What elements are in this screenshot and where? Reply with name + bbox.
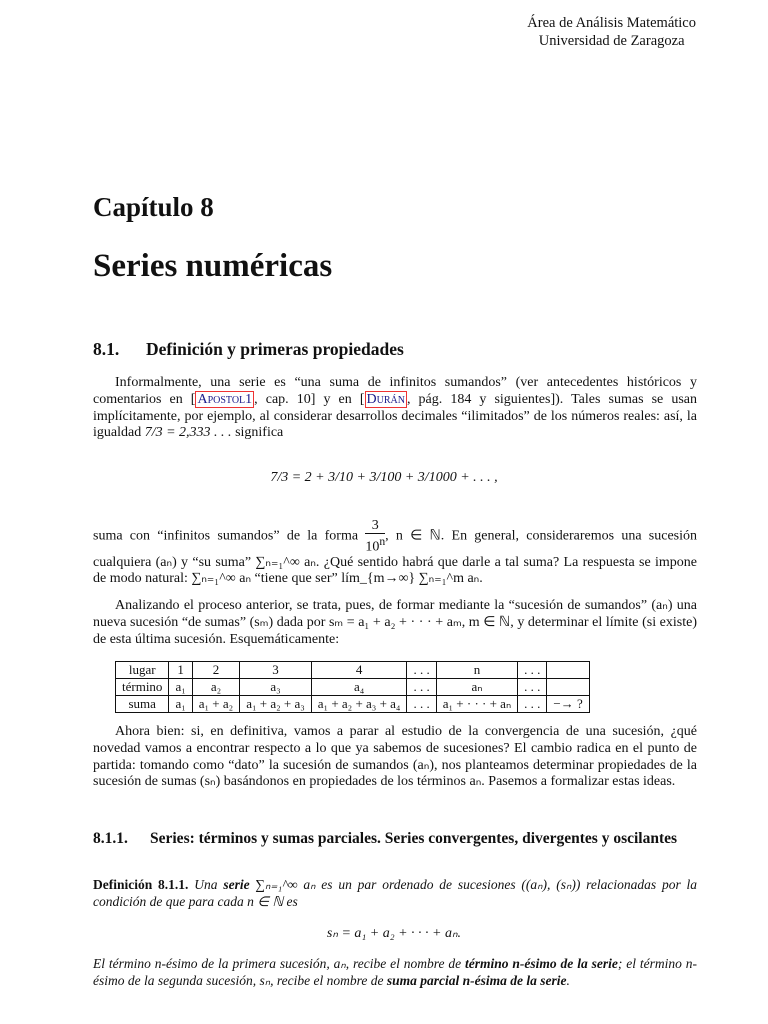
table-cell: a₁ + · · · + aₙ (436, 696, 517, 713)
definition-text-a: Una (194, 877, 224, 892)
table-cell: suma (116, 696, 169, 713)
display-equation: 7/3 = 2 + 3/10 + 3/100 + 3/1000 + . . . , (270, 470, 498, 485)
inline-equation: 7/3 = 2,333 . . . (144, 425, 232, 441)
def-p2-a: El término n-ésimo de la primera sucesión, aₙ, recibe el nombre de (93, 956, 466, 971)
citation-apostol[interactable]: Apostol1 (197, 391, 253, 407)
table-cell (547, 662, 589, 679)
table-cell: a₁ + a₂ + a₃ + a₄ (311, 696, 407, 713)
table-cell: a₁ (169, 679, 192, 696)
paragraph-3: Analizando el proceso anterior, se trata, pues, de formar mediante la “sucesión de sumandos” (aₙ) una nueva sucesión “de sumas” (sₘ) dada por sₘ = a₁ + a₂ + · · · + aₘ, m ∈ ℕ, y determinar el límite (si existe) de esta última sucesión. Esquemáticamente: (93, 598, 697, 647)
table-cell: 4 (311, 662, 407, 679)
intro-text-3: , pág. 184 y siguientes]). Tales sumas se usan implícitamente, por ejemplo, al considerar desarrollos decimales “ilimitados” de los números reales: así, la igualdad (93, 391, 697, 441)
header-department: Área de Análisis Matemático (527, 15, 696, 31)
table-cell: n (436, 662, 517, 679)
definition-paragraph-2 (93, 955, 697, 989)
intro-text-4: significa (231, 425, 284, 441)
table-cell: . . . (407, 696, 436, 713)
table-cell: aₙ (436, 679, 517, 696)
table-cell: a₁ + a₂ (192, 696, 239, 713)
table-row (116, 662, 590, 679)
definition-text-b: ∑ₙ₌₁^∞ aₙ es un par ordenado de sucesiones ((aₙ), (sₙ)) relacionadas por la condición de que para cada n ∈ ℕ es (93, 877, 698, 909)
p2-text-b: , n ∈ ℕ. En general, consideraremos una sucesión cualquiera (aₙ) y “su suma” ∑ₙ₌₁^∞ aₙ. ¿Qué sentido habrá que darle a tal suma? La respuesta se impone de modo natural: ∑ₙ₌₁^∞ aₙ “tiene que ser” lím_{m→∞} ∑ₙ₌₁^m aₙ. (93, 528, 698, 587)
table-cell: a₁ (169, 696, 192, 713)
table-cell (547, 679, 589, 696)
definition-term-serie: serie (223, 877, 250, 892)
table-cell: . . . (518, 696, 547, 713)
table-cell: . . . (407, 662, 436, 679)
definition-formula: sₙ = a₁ + a₂ + · · · + aₙ. (326, 926, 462, 941)
table-cell: −→ ? (547, 696, 589, 713)
header-university: Universidad de Zaragoza (538, 33, 685, 49)
paragraph-2 (93, 518, 697, 588)
table-cell: 3 (240, 662, 312, 679)
intro-text-2: , cap. 10] y en (254, 391, 360, 407)
table-cell: a₁ + a₂ + a₃ (240, 696, 312, 713)
chapter-title: Series numéricas (93, 248, 333, 284)
table-row (116, 679, 590, 696)
section-heading (93, 339, 697, 360)
citation-duran[interactable]: Durán (366, 391, 405, 407)
subsection-number: 8.1.1. (93, 830, 128, 847)
running-header (527, 14, 696, 50)
table-cell: 2 (192, 662, 239, 679)
intro-paragraph: Informalmente, una serie es “una suma de infinitos sumandos” (ver antecedentes históricos y comentarios en [ Apostol1 , cap. 10] y en [ Durán , pág. 184 y siguientes]). Tales sumas se usan implícitamente, por ejemplo, al considerar desarrollos decimales “ilimitados” de los números reales: así, la igualdad 7/3 = 2,333 . . . significa (93, 375, 697, 441)
section-number: 8.1. (93, 339, 120, 359)
sequence-table (115, 661, 590, 713)
def-p2-partial-sum: suma parcial n-ésima de la serie (386, 973, 567, 988)
table-cell: a₃ (240, 679, 312, 696)
definition-block (93, 876, 697, 910)
section-title: Definición y primeras propiedades (146, 339, 404, 359)
table-cell: . . . (407, 679, 436, 696)
subsection-title: Series: términos y sumas parciales. Series convergentes, divergentes y oscilantes (150, 830, 678, 847)
table-cell: lugar (116, 662, 169, 679)
def-p2-term-nth: término n-ésimo de la serie (465, 956, 618, 971)
table-cell: a₂ (192, 679, 239, 696)
fraction-3-over-10n: $\frac{3}{10^n}$ (365, 518, 386, 555)
table-cell: a₄ (311, 679, 407, 696)
table-cell: . . . (518, 679, 547, 696)
def-p2-c: ; el término n-ésimo de la segunda sucesión, sₙ, recibe el nombre de (93, 956, 697, 988)
subsection-heading (93, 830, 697, 849)
definition-label: Definición 8.1.1. (93, 877, 189, 892)
table-cell: término (116, 679, 169, 696)
table-row (116, 696, 590, 713)
chapter-label: Capítulo 8 (93, 192, 214, 222)
def-p2-e: . (566, 973, 570, 988)
paragraph-after-table: Ahora bien: si, en definitiva, vamos a parar al estudio de la convergencia de una sucesión, ¿qué novedad vamos a encontrar respecto a lo que ya sabemos de sucesiones? El cambio radica en el punto de partida: tomando como “dato” la sucesión de sumandos (aₙ), nos planteamos determinar propiedades de la sucesión de sumas (sₙ) basándonos en propiedades de los términos aₙ. Pasemos a formalizar estas ideas. (93, 724, 697, 790)
table-cell: . . . (518, 662, 547, 679)
intro-text-1: Informalmente, una serie es “una suma de infinitos sumandos” (ver antecedentes históricos y comentarios en (93, 375, 697, 407)
p2-text-a: suma con “infinitos sumandos” de la forma (93, 528, 366, 544)
table-cell: 1 (169, 662, 192, 679)
